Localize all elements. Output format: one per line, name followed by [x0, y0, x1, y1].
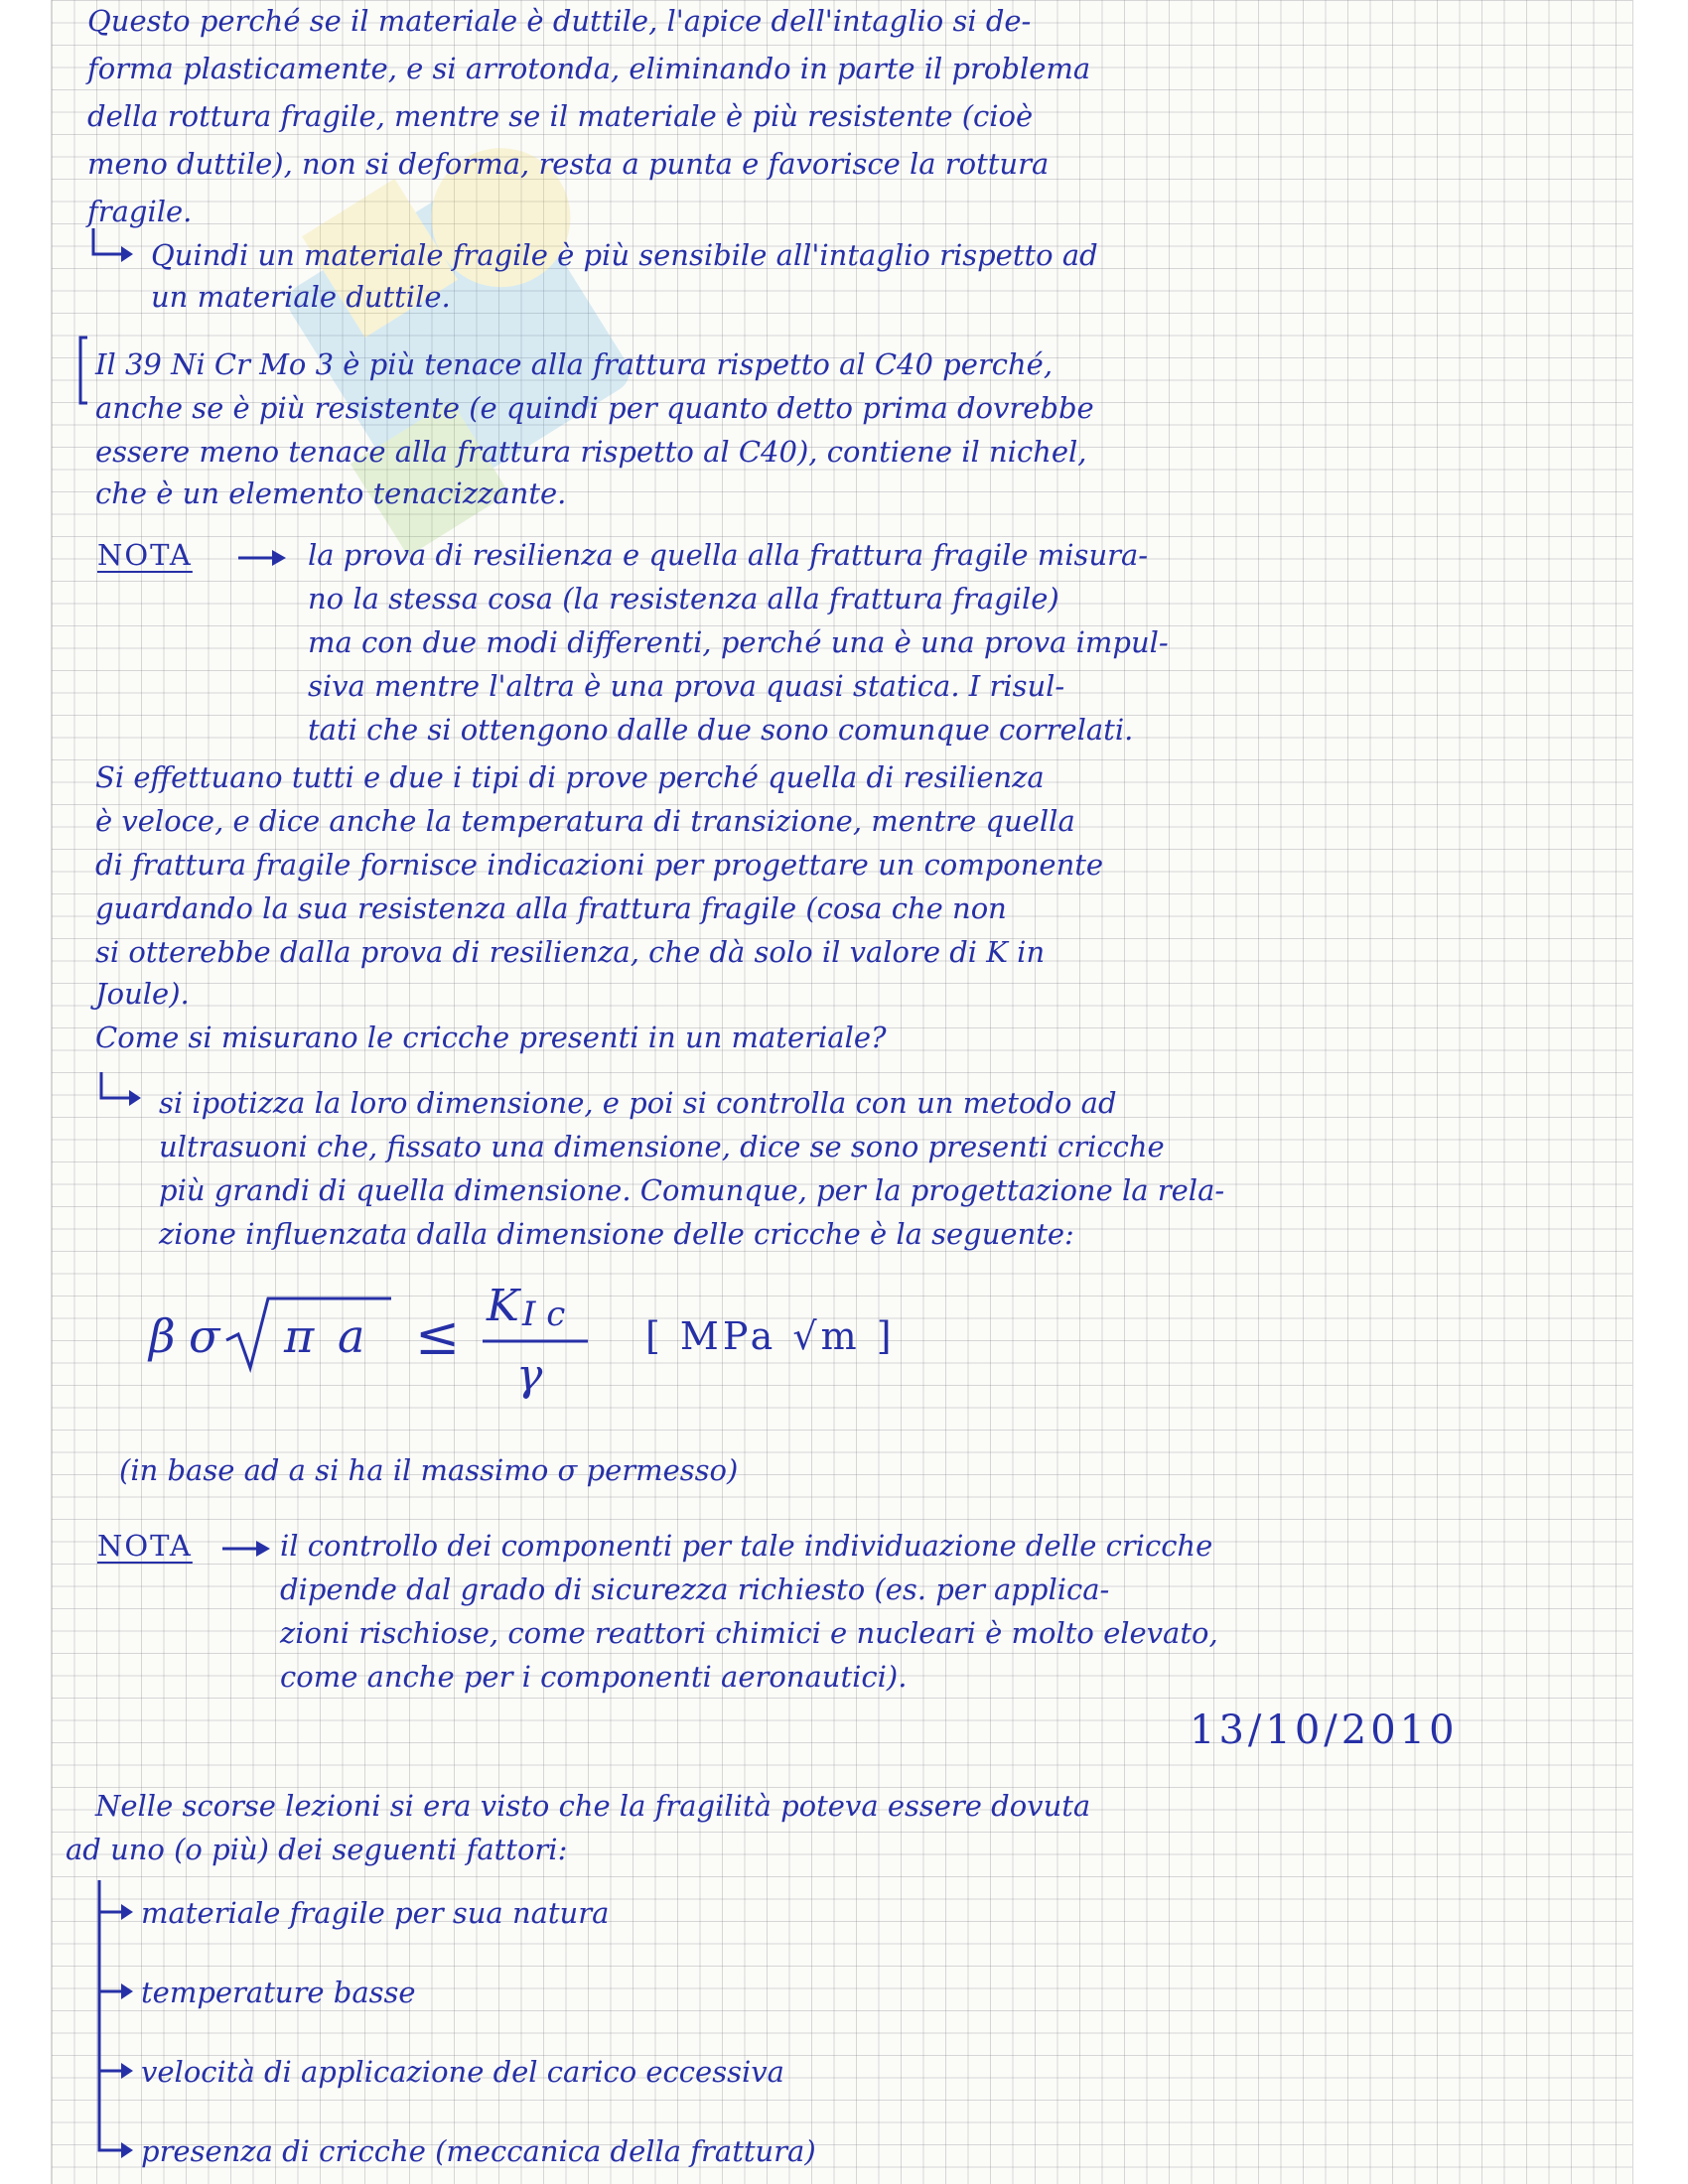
paragraph2-line: anche se è più resistente (e quindi per quanto detto prima dovrebbe	[95, 391, 1094, 425]
formula-note: (in base ad a si ha il massimo σ permesso)	[119, 1453, 739, 1487]
note1-label: NOTA	[97, 538, 193, 572]
paragraph3-line: Joule).	[95, 977, 190, 1011]
paragraph1-line: Questo perché se il materiale è duttile, l'apice dell'intaglio si de-	[87, 4, 1032, 38]
formula-numerator: K	[487, 1281, 519, 1331]
formula-unit: [ MPa √m ]	[645, 1314, 896, 1358]
factor-item: temperature basse	[141, 1976, 416, 2009]
factor-item: materiale fragile per sua natura	[141, 1896, 610, 1930]
conclusion-line: un materiale duttile.	[151, 280, 451, 314]
note2-line: dipende dal grado di sicurezza richiesto (es. per applica-	[280, 1572, 1110, 1606]
note1-line: siva mentre l'altra è una prova quasi statica. I risul-	[308, 669, 1065, 703]
note2-line: come anche per i componenti aeronautici).	[280, 1660, 908, 1694]
answer-line: più grandi di quella dimensione. Comunque, per la progettazione la rela-	[159, 1173, 1225, 1207]
answer-line: si ipotizza la loro dimensione, e poi si controlla con un metodo ad	[159, 1086, 1117, 1120]
arrow-icon	[220, 1535, 280, 1565]
factor-item: presenza di cricche (meccanica della frattura)	[141, 2134, 816, 2168]
answer-line: zione influenzata dalla dimensione delle cricche è la seguente:	[159, 1217, 1074, 1251]
answer-line: ultrasuoni che, fissato una dimensione, dice se sono presenti cricche	[159, 1130, 1165, 1163]
conclusion-line: Quindi un materiale fragile è più sensibile all'intaglio rispetto ad	[151, 238, 1098, 272]
lecture-date: 13/10/2010	[1190, 1707, 1459, 1753]
formula-a: a	[338, 1309, 365, 1363]
question-line: Come si misurano le cricche presenti in un materiale?	[95, 1021, 887, 1054]
arrow-icon	[87, 228, 147, 268]
paragraph4-line: Nelle scorse lezioni si era visto che la fragilità poteva essere dovuta	[95, 1789, 1091, 1823]
note1-line: la prova di resilienza e quella alla frattura fragile misura-	[308, 538, 1149, 572]
factor-item: velocità di applicazione del carico eccessiva	[141, 2055, 784, 2089]
formula-numerator-sub: I c	[522, 1295, 566, 1334]
bracket-mark	[77, 336, 91, 405]
arrow-icon	[236, 544, 296, 574]
paragraph3-line: si otterebbe dalla prova di resilienza, che dà solo il valore di K in	[95, 935, 1046, 969]
paragraph1-line: meno duttile), non si deforma, resta a punta e favorisce la rottura	[87, 147, 1050, 181]
paragraph3-line: Si effettuano tutti e due i tipi di prove perché quella di resilienza	[95, 760, 1045, 794]
note1-line: ma con due modi differenti, perché una è una prova impul-	[308, 625, 1169, 659]
formula-beta: β	[149, 1309, 176, 1363]
arrow-icon	[95, 1072, 155, 1112]
paragraph1-line: della rottura fragile, mentre se il materiale è più resistente (cioè	[87, 99, 1034, 133]
fraction-bar	[481, 1338, 590, 1344]
paragraph3-line: è veloce, e dice anche la temperatura di transizione, mentre quella	[95, 804, 1075, 838]
paragraph3-line: guardando la sua resistenza alla frattura fragile (cosa che non	[95, 891, 1007, 925]
note1-line: tati che si ottengono dalle due sono comunque correlati.	[308, 713, 1134, 747]
paragraph1-line: fragile.	[87, 195, 193, 228]
formula-pi: π	[284, 1309, 315, 1363]
paragraph2-line: essere meno tenace alla frattura rispetto al C40), contiene il nichel,	[95, 435, 1087, 469]
paragraph4-line: ad uno (o più) dei seguenti fattori:	[66, 1833, 568, 1866]
formula-leq: ≤	[415, 1304, 461, 1367]
note2-label: NOTA	[97, 1529, 193, 1563]
note2-line: il controllo dei componenti per tale individuazione delle cricche	[280, 1529, 1213, 1563]
formula-sigma: σ	[189, 1309, 220, 1363]
note1-line: no la stessa cosa (la resistenza alla frattura fragile)	[308, 582, 1059, 615]
paragraph2-line: Il 39 Ni Cr Mo 3 è più tenace alla frattura rispetto al C40 perché,	[95, 347, 1054, 381]
paragraph2-line: che è un elemento tenacizzante.	[95, 477, 567, 510]
note2-line: zioni rischiose, come reattori chimici e nucleari è molto elevato,	[280, 1616, 1218, 1650]
paragraph1-line: forma plasticamente, e si arrotonda, eliminando in parte il problema	[87, 52, 1091, 85]
formula-denominator: γ	[516, 1350, 543, 1401]
fracture-formula	[149, 1281, 923, 1439]
paragraph3-line: di frattura fragile fornisce indicazioni per progettare un componente	[95, 848, 1104, 882]
